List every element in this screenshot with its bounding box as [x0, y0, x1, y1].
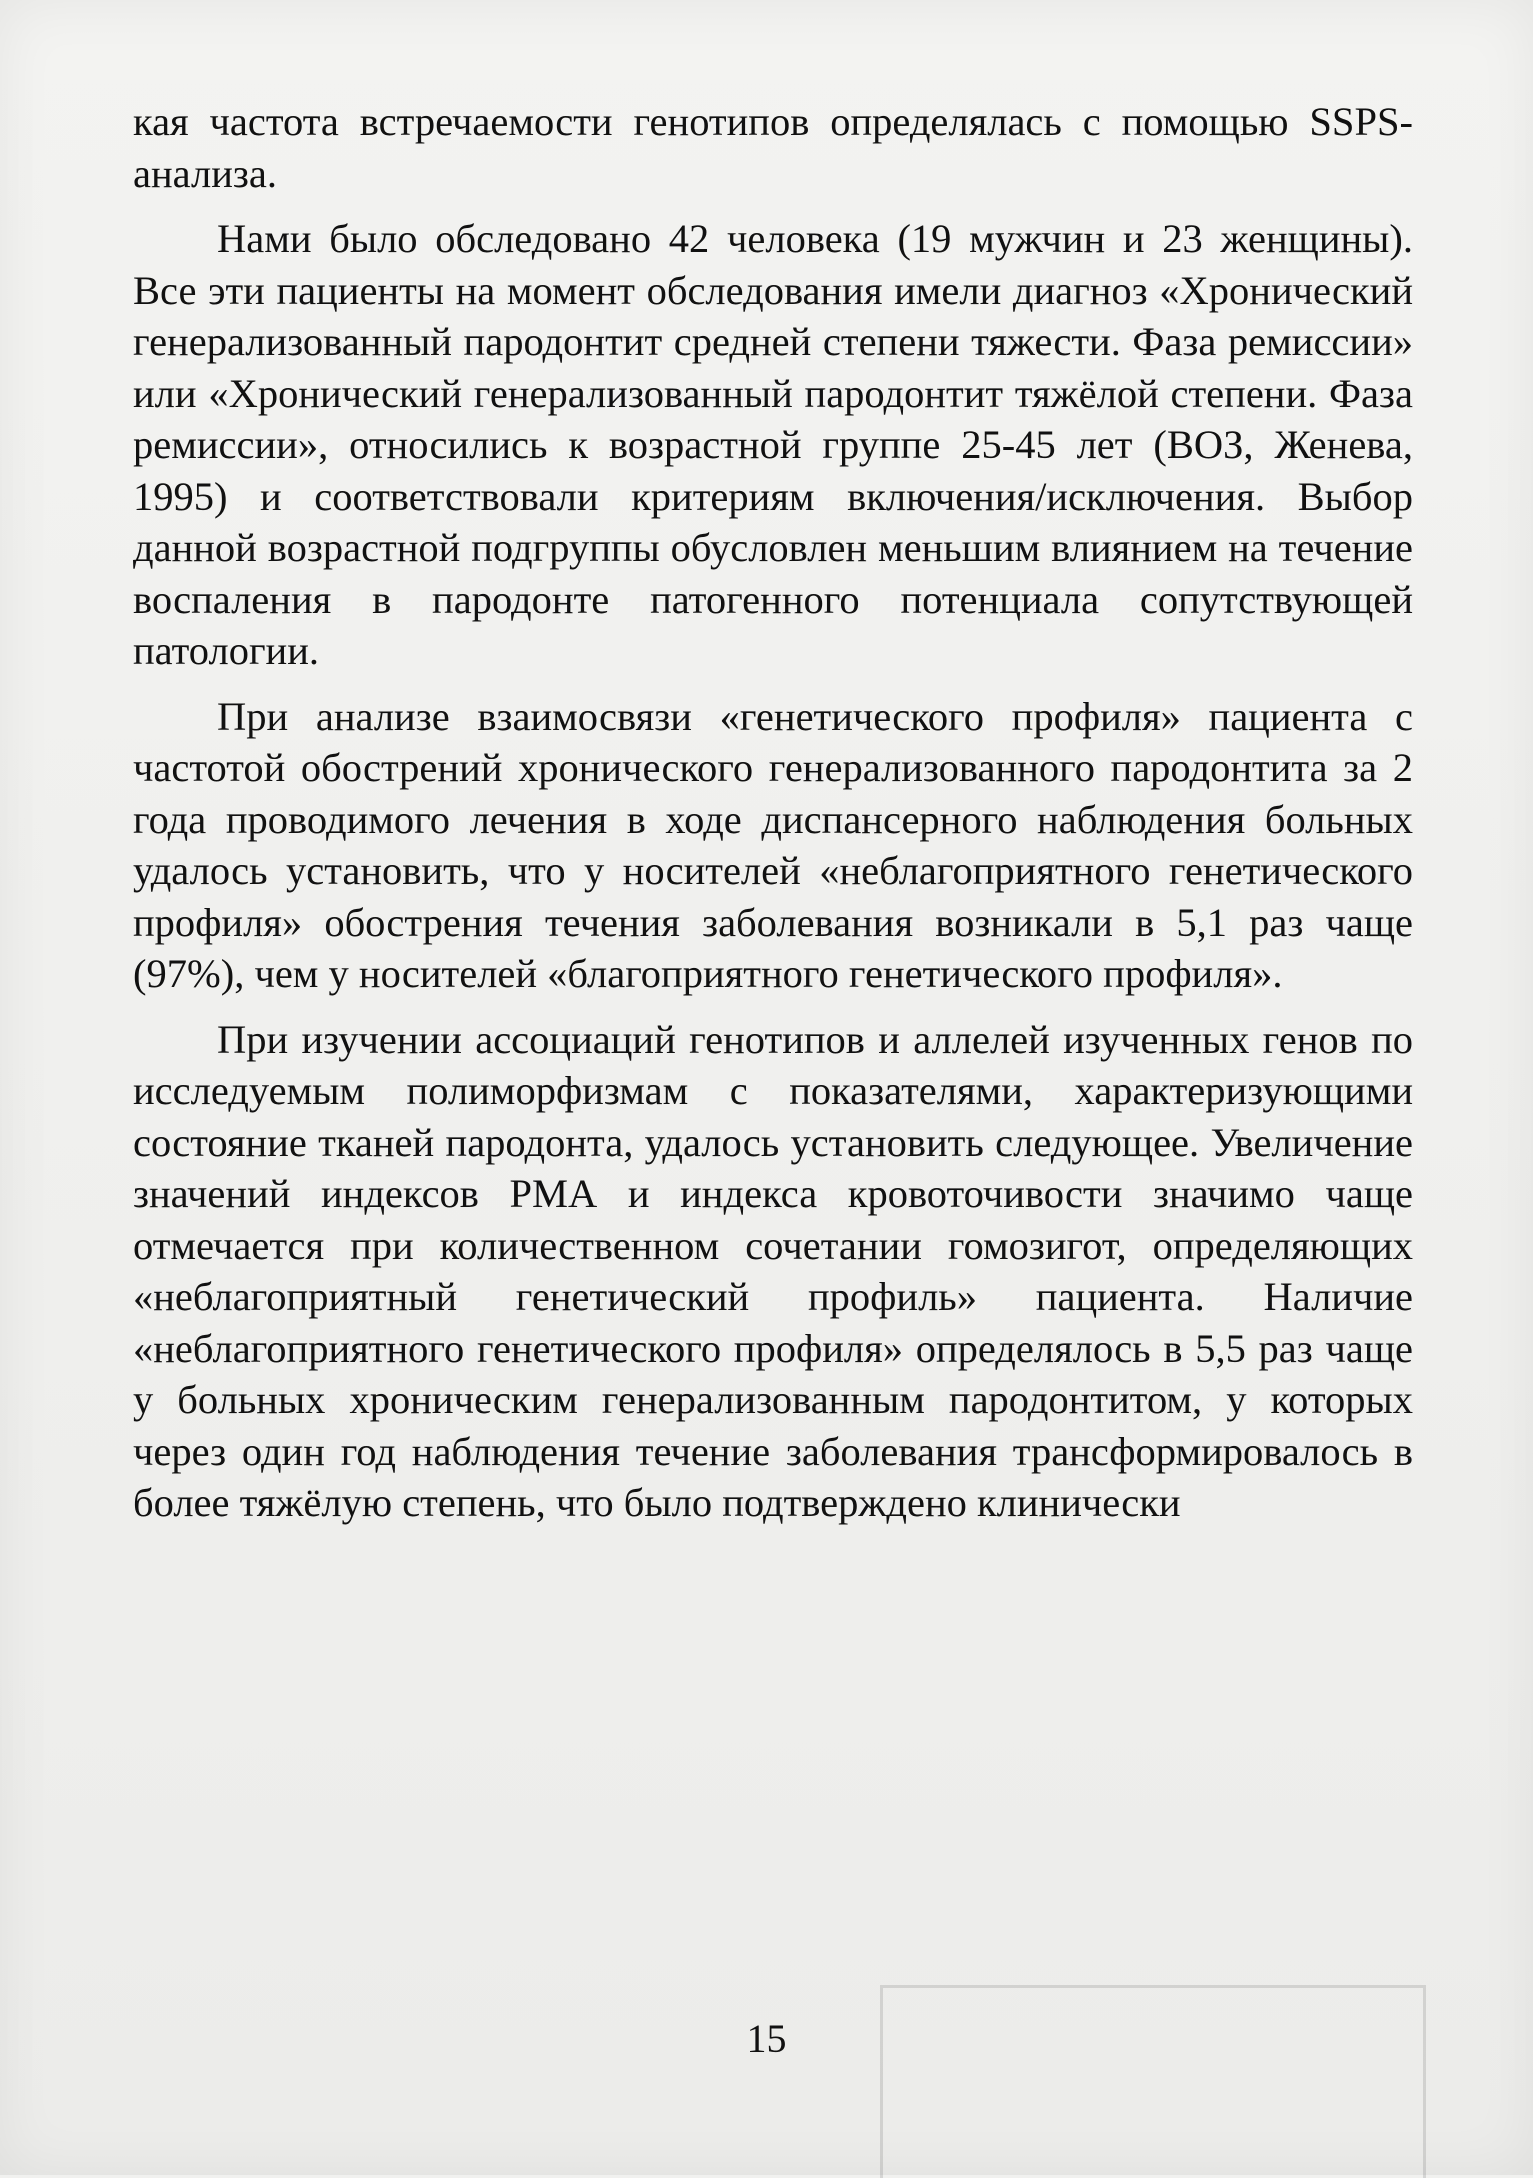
- paragraph-2: Нами было обследовано 42 человека (19 мужчин и 23 женщины). Все эти пациенты на момент обследования имели диагноз «Хронический генерализованный пародонтит средней степени тяжести. Фаза ремиссии» или «Хронический генерализованный пародонтит тяжёлой степени. Фаза ремиссии», относились к возрастной группе 25-45 лет (ВОЗ, Женева, 1995) и соответствовали критериям включения/исключения. Выбор данной возрастной подгруппы обусловлен меньшим влиянием на течение воспаления в пародонте патогенного потенциала сопутствующей патологии.: [133, 216, 1413, 673]
- body-text: [133, 96, 1413, 1543]
- page-number: 15: [746, 2016, 787, 2061]
- paragraph-3: При анализе взаимосвязи «генетического профиля» пациента с частотой обострений хронического генерализованного пародонтита за 2 года проводимого лечения в ходе диспансерного наблюдения больных удалось установить, что у носителей «неблагоприятного генетического профиля» обострения течения заболевания возникали в 5,1 раз чаще (97%), чем у носителей «благоприятного генетического профиля».: [133, 693, 1413, 996]
- paragraph-4: При изучении ассоциаций генотипов и аллелей изученных генов по исследуемым полиморфизмам с показателями, характеризующими состояние тканей пародонта, удалось установить следующее. Увеличение значений индексов РМА и индекса кровоточивости значимо чаще отмечается при количественном сочетании гомозигот, определяющих «неблагоприятный генетический профиль» пациента. Наличие «неблагоприятного генетического профиля» определялось в 5,5 раз чаще у больных хроническим генерализованным пародонтитом, у которых через один год наблюдения течение заболевания трансформировалось в более тяжёлую степень, что было подтверждено клинически: [133, 1016, 1413, 1525]
- library-stamp-outline: [880, 1985, 1426, 2178]
- paragraph-1: кая частота встречаемости генотипов определялась с помощью SSPS-анализа.: [133, 99, 1413, 196]
